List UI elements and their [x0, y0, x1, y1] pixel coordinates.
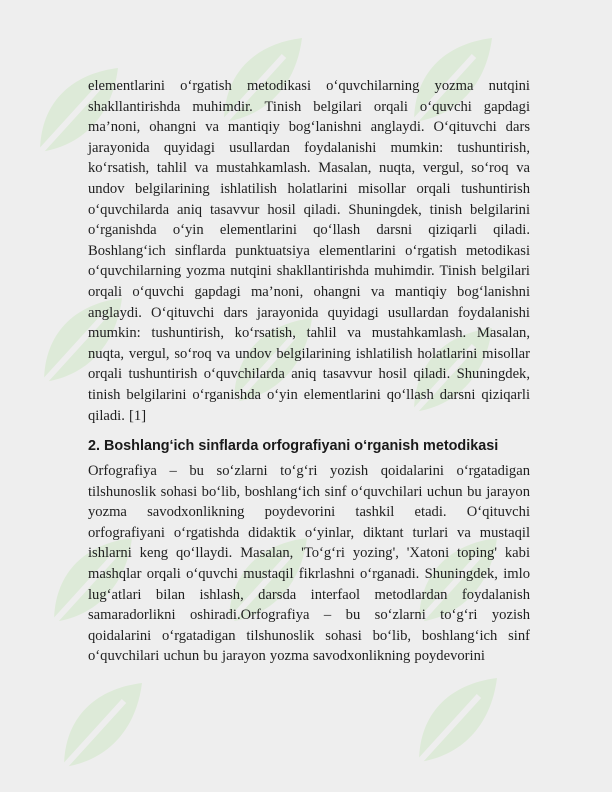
section-heading-orthography: 2. Boshlang‘ich sinflarda orfografiyani o‘rganish metodikasi	[88, 438, 499, 455]
leaf-logo-icon	[395, 660, 515, 780]
body-paragraph-orthography: Orfografiya – bu so‘zlarni to‘g‘ri yozish qoidalarini o‘rgatadigan tilshunoslik sohasi bo‘lib, boshlang‘ich sinf o‘quvchilari uchun bu jarayon yozma savodxonlikning poydevorini tashkil etadi. O‘qituvchi orfografiyani o‘rgatishda didaktik o‘yinlar, diktant turlari va mustaqil ishlarni keng qo‘llaydi. Masalan, 'To‘g‘ri yozing', 'Xatoni toping' kabi mashqlar orqali o‘quvchi mustaqil fikrlashni o‘rganadi. Shuningdek, imlo lug‘atlari bilan ishlash, darsda interfaol metodlardan foydalanish samaradorlikni oshiradi.Orfografiya – bu so‘zlarni to‘g‘ri yozish qoidalarini o‘rgatadigan tilshunoslik sohasi bo‘lib, boshlang‘ich sinf o‘quvchilari uchun bu jarayon yozma savodxonlikning poydevorini	[88, 463, 530, 665]
document-body	[88, 76, 530, 667]
body-paragraph-punctuation: elementlarini o‘rgatish metodikasi o‘quvchilarning yozma nutqini shakllantirishda muhimdir. Tinish belgilari orqali o‘quvchi gapdagi ma’noni, ohangni va mantiqiy bog‘lanishni anglaydi. O‘qituvchi dars jarayonida quyidagi usullardan foydalanishi mumkin: tushuntirish, ko‘rsatish, tahlil va mustahkamlash. Masalan, nuqta, vergul, so‘roq va undov belgilarining ishlatilish holatlarini misollar orqali tushuntirish o‘quvchilarda aniq tasavvur hosil qiladi. Shuningdek, tinish belgilarini o‘rganishda o‘yin elementlarini qo‘llash darsni qiziqarli qiladi. Boshlang‘ich sinflarda punktuatsiya elementlarini o‘rgatish metodikasi o‘quvchilarning yozma nutqini shakllantirishda muhimdir. Tinish belgilari orqali o‘quvchi gapdagi ma’noni, ohangni va mantiqiy bog‘lanishni anglaydi. O‘qituvchi dars jarayonida quyidagi usullardan foydalanishi mumkin: tushuntirish, ko‘rsatish, tahlil va mustahkamlash. Masalan, nuqta, vergul, so‘roq va undov belgilarining ishlatilish holatlarini misollar orqali tushuntirish o‘quvchilarda aniq tasavvur hosil qiladi. Shuningdek, tinish belgilarini o‘rganishda o‘yin elementlarini qo‘llash darsni qiziqarli qiladi. [1]	[88, 78, 530, 424]
leaf-logo-icon	[40, 665, 160, 785]
